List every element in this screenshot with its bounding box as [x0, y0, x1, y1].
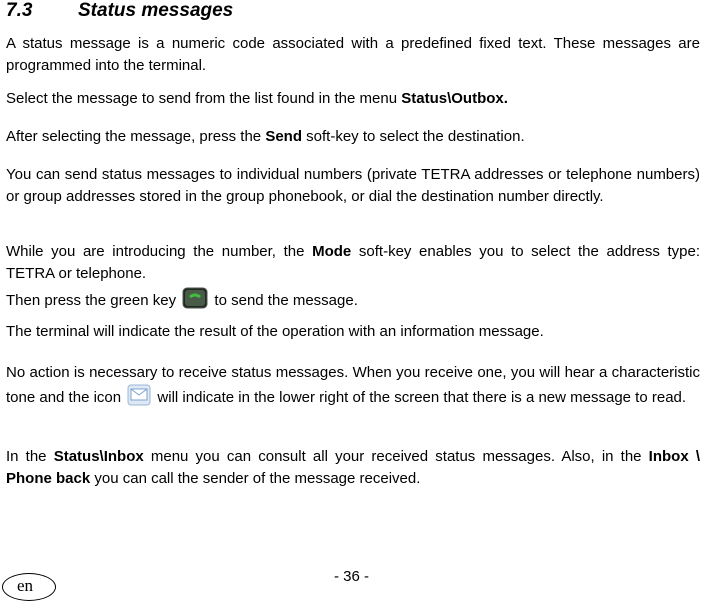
page-number: - 36 - [334, 568, 370, 585]
menu-path: Status\Inbox [53, 448, 144, 465]
paragraph-result: The terminal will indicate the result of the operation with an information message. [6, 323, 544, 340]
language-badge: en [2, 573, 56, 601]
text: soft-key enables you to select the address type: TETRA or telephone. [6, 243, 700, 282]
envelope-message-icon [127, 384, 151, 413]
paragraph-destinations: You can send status messages to individual numbers (private TETRA addresses or telephone numbers) or group addresses stored in the group phonebook, or dial the destination number directly. [6, 166, 700, 205]
section-number: 7.3 [6, 0, 33, 21]
text: Select the message to send from the list found in the menu [6, 90, 402, 107]
text: After selecting the message, press the [6, 128, 266, 145]
text: menu you can consult all your received status messages. Also, in the [143, 448, 649, 465]
paragraph-inbox [6, 446, 700, 490]
section-heading [6, 0, 233, 22]
paragraph-send-key [6, 126, 700, 148]
text: to send the message. [210, 292, 358, 309]
section-title: Status messages [78, 0, 234, 21]
text: soft-key to select the destination. [302, 128, 525, 145]
paragraph-select-message [6, 88, 700, 110]
text: No action is necessary to receive status messages. When you receive one, you will hear a characteristic tone and the icon [6, 364, 700, 406]
text: will indicate in the lower right of the screen that there is a new message to read. [153, 389, 687, 406]
text: While you are introducing the number, the [6, 243, 313, 260]
text: In the [6, 448, 54, 465]
green-call-key-icon [182, 287, 208, 316]
softkey-name: Send [265, 128, 302, 145]
menu-path: Status\Outbox. [401, 90, 508, 107]
menu-path: Inbox \ Phone back [6, 448, 700, 487]
text: you can call the sender of the message received. [90, 470, 421, 487]
paragraph-mode-key [6, 241, 700, 285]
softkey-name: Mode [312, 243, 352, 260]
paragraph-intro: A status message is a numeric code associated with a predefined fixed text. These messages are programmed into the terminal. [6, 35, 700, 74]
paragraph-green-key [6, 287, 700, 316]
text: Then press the green key [6, 292, 181, 309]
paragraph-receive [6, 362, 700, 413]
